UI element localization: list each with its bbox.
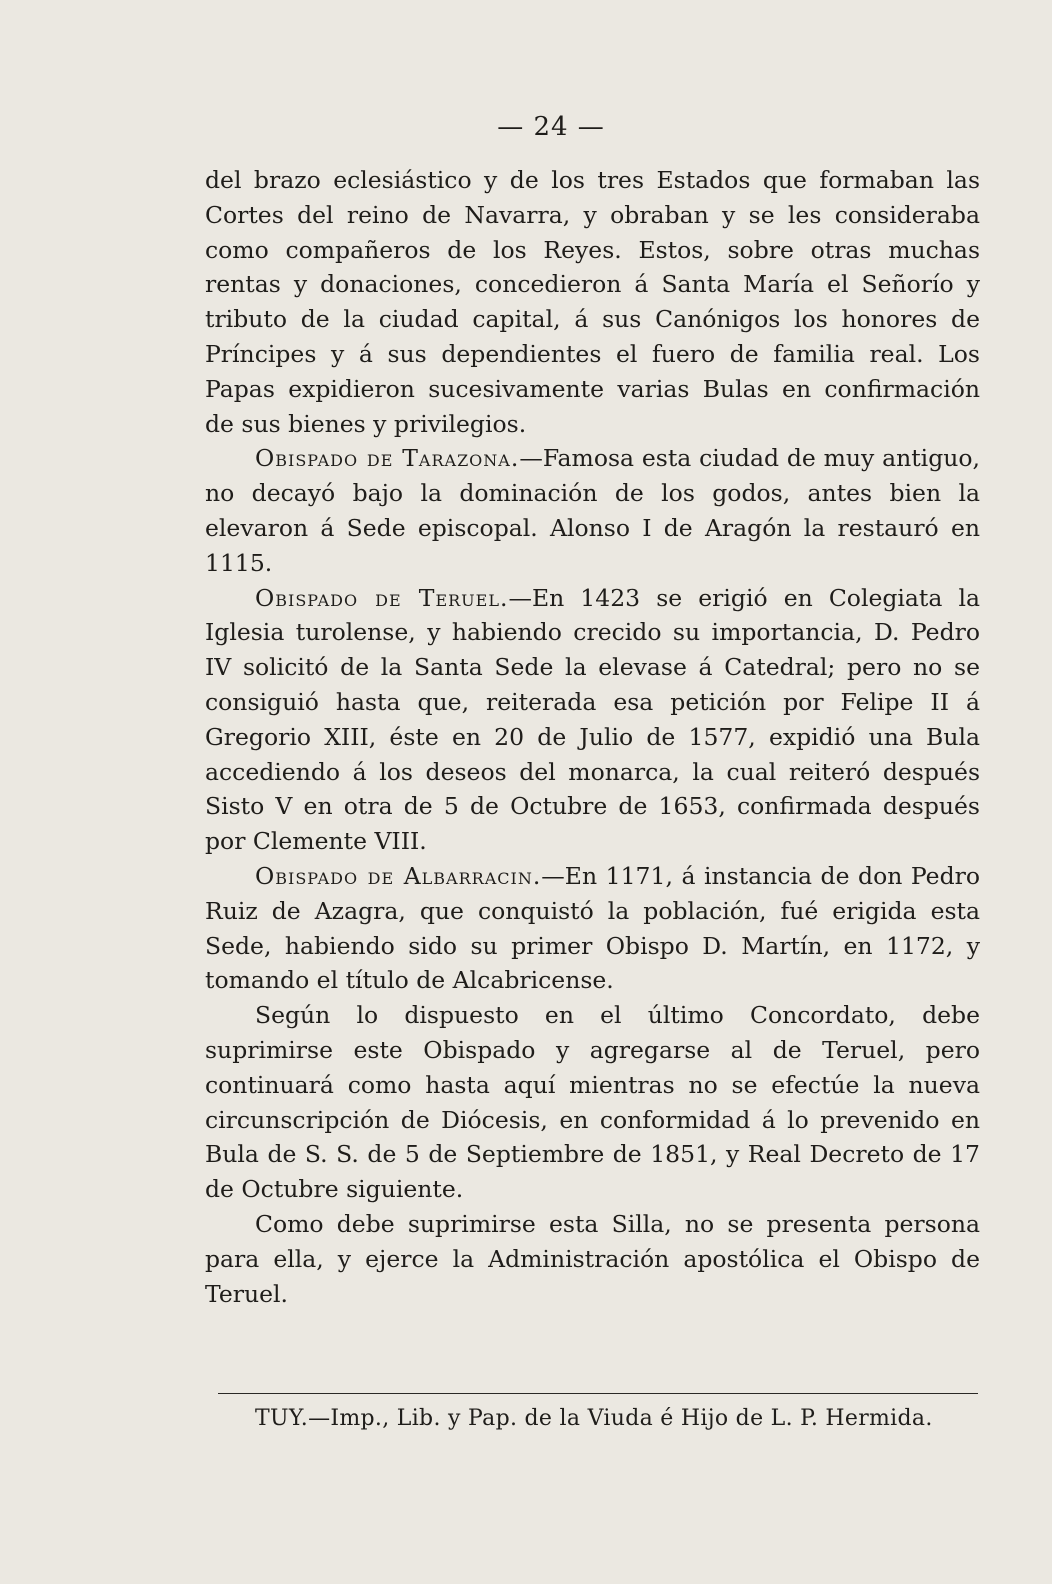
paragraph-teruel (205, 581, 980, 859)
paragraph-albarracin (205, 859, 980, 998)
page-body (205, 163, 980, 1311)
paragraph-navarra-continuation (205, 163, 980, 441)
paragraph-text: —Famosa esta ciudad de muy antiguo, no decayó bajo la dominación de los godos, antes bien la elevaron á Sede episcopal. Alonso I de Aragón la restauró en 1115. (205, 444, 980, 577)
paragraph-text: Según lo dispuesto en el último Concordato, debe suprimirse este Obispado y agregarse al de Teruel, pero continuará como hasta aquí mientras no se efectúe la nueva circunscripción de Diócesis, en conformidad á lo prevenido en Bula de S. S. de 5 de Septiembre de 1851, y Real Decreto de 17 de Octubre siguiente. (205, 1001, 980, 1204)
page-number: — 24 — (497, 112, 605, 142)
paragraph-text: del brazo eclesiástico y de los tres Estados que formaban las Cortes del reino de Navarra, y obraban y se les consideraba como compañeros de los Reyes. Estos, sobre otras muchas rentas y donaciones, concedieron á Santa María el Señorío y tributo de la ciudad capital, á sus Canónigos los honores de Príncipes y á sus dependientes el fuero de familia real. Los Papas expidieron sucesivamente varias Bulas en confirmación de sus bienes y privilegios. (205, 166, 980, 438)
footer-rule (218, 1393, 978, 1394)
paragraph-silla (205, 1207, 980, 1311)
section-heading-tarazona: Obispado de Tarazona. (255, 444, 520, 473)
printer-imprint: TUY.—Imp., Lib. y Pap. de la Viuda é Hijo de L. P. Hermida. (255, 1406, 933, 1431)
paragraph-text: —En 1423 se erigió en Colegiata la Iglesia turolense, y habiendo crecido su importancia, D. Pedro IV solicitó de la Santa Sede la elevase á Catedral; pero no se consiguió hasta que, reiterada esa petición por Felipe II á Gregorio XIII, éste en 20 de Julio de 1577, expidió una Bula accediendo á los deseos del monarca, la cual reiteró después Sisto V en otra de 5 de Octubre de 1653, confirmada después por Clemente VIII. (205, 583, 980, 856)
section-heading-albarracin: Obispado de Albarracin. (255, 861, 542, 890)
paragraph-text: —En 1171, á instancia de don Pedro Ruiz de Azagra, que conquistó la población, fué erigida esta Sede, habiendo sido su primer Obispo D. Martín, en 1172, y tomando el título de Alcabricense. (205, 861, 981, 995)
paragraph-text: Como debe suprimirse esta Silla, no se presenta persona para ella, y ejerce la Administración apostólica el Obispo de Teruel. (205, 1209, 980, 1308)
paragraph-tarazona (205, 441, 980, 580)
paragraph-concordato (205, 998, 980, 1207)
section-heading-teruel: Obispado de Teruel. (255, 583, 509, 612)
